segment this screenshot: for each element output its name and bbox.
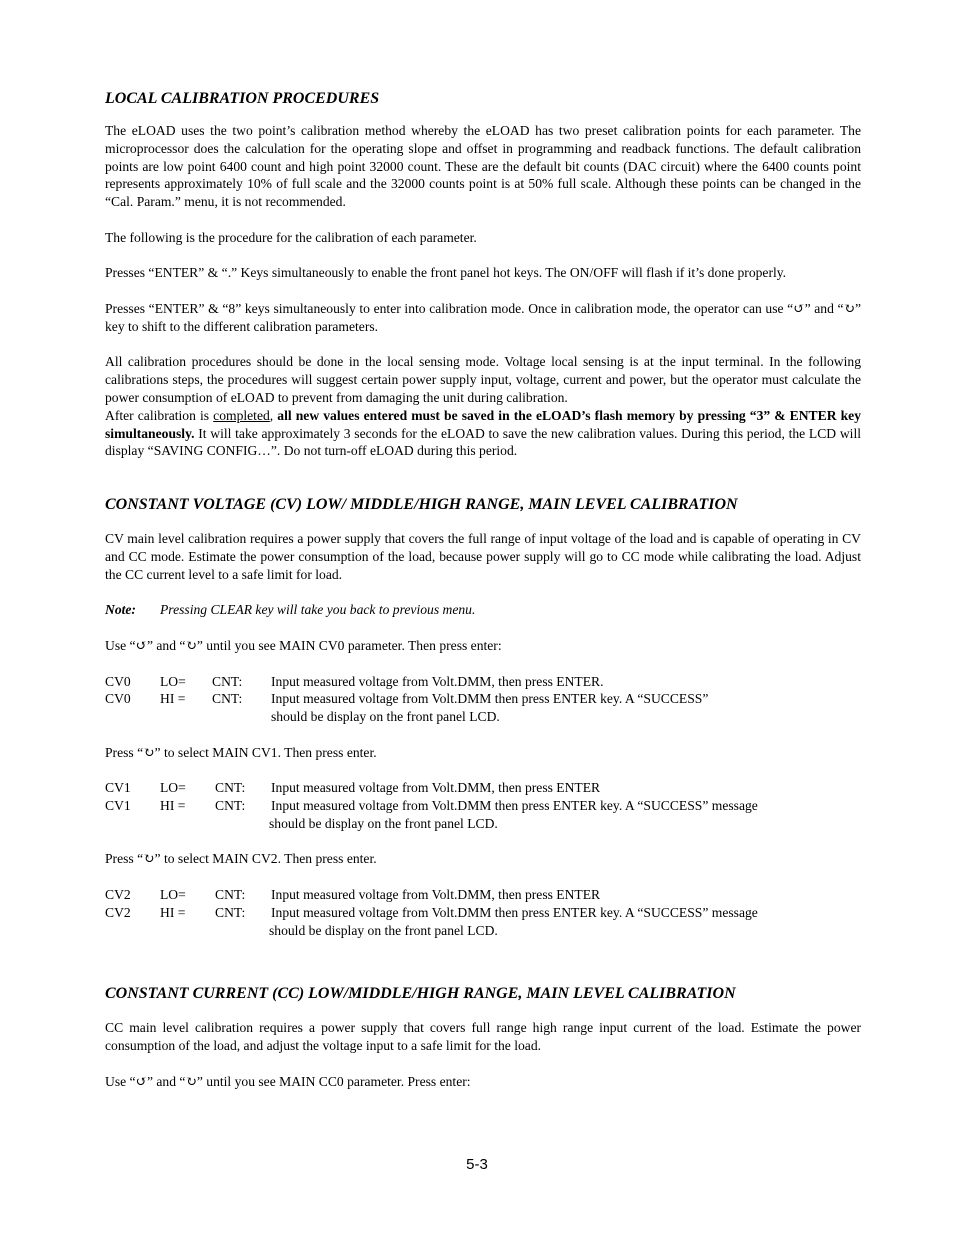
paragraph-cv1-select: Press “↻” to select MAIN CV1. Then press enter. xyxy=(105,744,377,760)
cv1-steps xyxy=(105,779,861,832)
section-title-cv-calibration: CONSTANT VOLTAGE (CV) LOW/ MIDDLE/HIGH RANGE, MAIN LEVEL CALIBRATION xyxy=(105,496,738,514)
step-continuation: should be display on the front panel LCD. xyxy=(269,922,498,938)
step-row: CV2 LO= CNT: Input measured voltage from Volt.DMM, then press ENTER xyxy=(105,887,601,903)
note-label: Note: xyxy=(105,602,136,618)
step-row: CV2 HI = CNT: Input measured voltage from Volt.DMM then press ENTER key. A “SUCCESS” message xyxy=(105,904,758,920)
step-row: CV1 HI = CNT: Input measured voltage from Volt.DMM then press ENTER key. A “SUCCESS” message xyxy=(105,798,758,814)
step-continuation: should be display on the front panel LCD. xyxy=(271,709,500,725)
save-text-a: After calibration is xyxy=(105,407,214,423)
step-row: CV1 LO= CNT: Input measured voltage from Volt.DMM, then press ENTER xyxy=(105,780,601,796)
document-page xyxy=(105,88,861,1091)
paragraph-procedure-intro: The following is the procedure for the calibration of each parameter. xyxy=(105,229,477,245)
section-title-local-calibration: LOCAL CALIBRATION PROCEDURES xyxy=(105,90,380,107)
paragraph-cv2-select: Press “↻” to select MAIN CV2. Then press enter. xyxy=(105,851,377,867)
paragraph-local-sensing: All calibration procedures should be done in the local sensing mode. Voltage local sensing is at the input terminal. In the following calibrations steps, the procedures will suggest certain power supply input, voltage, current and power, but the operator must calculate the power consumption of eLOAD to prevent from damaging the unit during calibration. xyxy=(105,354,861,405)
paragraph-calibration-mode: Presses “ENTER” & “8” keys simultaneously to enter into calibration mode. Once in calibration mode, the operator can use “↺” and “↻” key to shift to the different calibration parameters. xyxy=(105,300,861,334)
cv2-steps xyxy=(105,886,861,939)
save-text-c: It will take approximately 3 seconds for the eLOAD to save the new calibration values. During this period, the LCD will display “SAVING CONFIG…”. Do not turn-off eLOAD during this period. xyxy=(105,425,861,459)
paragraph-cv0-select: Use “↺” and “↻” until you see MAIN CV0 parameter. Then press enter: xyxy=(105,637,502,653)
paragraph-calibration-method: The eLOAD uses the two point’s calibration method whereby the eLOAD has two preset calibration points for each parameter. The microprocessor does the calculation for the operating slope and offset in programming and readback functions. The default calibration points are low point 6400 count and high point 32000 count. These are the default bit counts (DAC circuit) where the 6400 counts point represents approximately 10% of full scale and the 32000 counts point is at 50% full scale. Although these points can be changed in the “Cal. Param.” menu, it is not recommended. xyxy=(105,123,861,210)
page-number: 5-3 xyxy=(466,1156,488,1173)
step-row: CV0 LO= CNT: Input measured voltage from Volt.DMM, then press ENTER. xyxy=(105,673,604,689)
save-text-b: , xyxy=(269,407,278,423)
paragraph-save-values xyxy=(105,407,861,460)
paragraph-cv-requirements: CV main level calibration requires a power supply that covers the full range of input voltage of the load and is capable of operating in CV and CC mode. Estimate the power consumption of the load, because power supply will go to CC mode while calibrating the load. Adjust the CC current level to a safe limit for load. xyxy=(105,531,861,582)
paragraph-hot-keys: Presses “ENTER” & “.” Keys simultaneously to enable the front panel hot keys. The ON/OFF will flash if it’s done properly. xyxy=(105,265,787,281)
note-text: Pressing CLEAR key will take you back to previous menu. xyxy=(160,602,476,618)
paragraph-cc0-select: Use “↺” and “↻” until you see MAIN CC0 parameter. Press enter: xyxy=(105,1073,471,1089)
step-continuation: should be display on the front panel LCD. xyxy=(269,815,498,831)
cv0-steps xyxy=(105,673,861,726)
note xyxy=(105,601,861,619)
step-row: CV0 HI = CNT: Input measured voltage from Volt.DMM then press ENTER key. A “SUCCESS” xyxy=(105,691,709,707)
save-text-underlined: completed xyxy=(213,407,270,423)
section-title-cc-calibration: CONSTANT CURRENT (CC) LOW/MIDDLE/HIGH RANGE, MAIN LEVEL CALIBRATION xyxy=(105,985,736,1003)
paragraph-cc-requirements: CC main level calibration requires a power supply that covers full range high range input current of the load. Estimate the power consumption of the load, and adjust the voltage input to a safe limit for the load. xyxy=(105,1020,861,1054)
save-text-bold: all new values entered must be saved in the eLOAD’s flash memory by pressing “3” & ENTER key simultaneously. xyxy=(105,407,862,441)
